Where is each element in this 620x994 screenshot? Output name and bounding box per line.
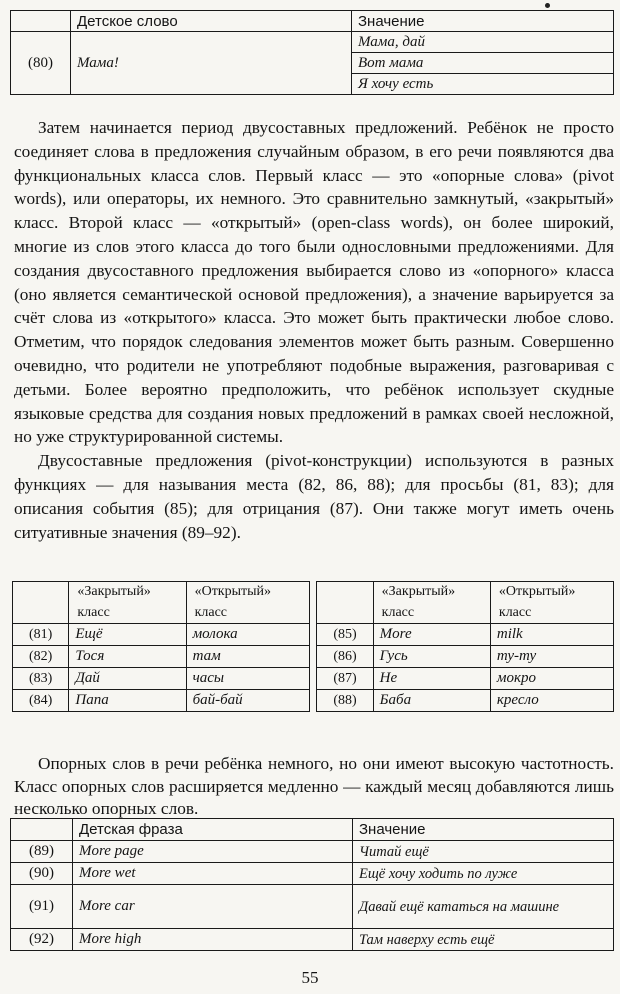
page-number: 55	[301, 968, 319, 987]
table3-header-meaning: Значение	[353, 819, 614, 841]
open-word: milk	[490, 624, 613, 646]
example-number: (92)	[11, 929, 73, 951]
table2-header-empty	[13, 603, 69, 624]
table-word-meanings	[10, 10, 614, 95]
table2-header-open: «Открытый»	[186, 582, 309, 603]
example-number: (90)	[11, 863, 73, 885]
example-number: (81)	[13, 624, 69, 646]
table2-gap	[309, 603, 317, 624]
table1-header-empty	[11, 11, 71, 32]
table3-header-phrase: Детская фраза	[73, 819, 353, 841]
open-word: ту-ту	[490, 646, 613, 668]
print-speck	[545, 3, 550, 8]
closed-word: Гусь	[373, 646, 490, 668]
paragraph: Двусоставные предложения (pivot-конструкции) используются в разных функциях — для называния места (82, 86, 88); для просьбы (81, 83); для описания события (85); для отрицания (87). Они также могут иметь очень ситуативные значения (89–92).	[14, 451, 614, 542]
table1-number: (80)	[11, 32, 71, 95]
closed-word: Тося	[69, 646, 186, 668]
table2-gap	[309, 582, 317, 603]
closed-word: Дай	[69, 668, 186, 690]
table2-gap	[309, 668, 317, 690]
open-word: бай-бай	[186, 690, 309, 712]
table-row	[11, 885, 614, 929]
table2-header-empty	[13, 582, 69, 603]
body-text-1	[14, 116, 614, 544]
open-word: часы	[186, 668, 309, 690]
table2-header-closed: «Закрытый»	[373, 582, 490, 603]
example-number: (87)	[317, 668, 373, 690]
closed-word: Баба	[373, 690, 490, 712]
example-number: (84)	[13, 690, 69, 712]
child-phrase: More car	[73, 885, 353, 929]
open-word: молока	[186, 624, 309, 646]
table2-header-closed-sub: класс	[69, 603, 186, 624]
example-number: (86)	[317, 646, 373, 668]
table-row	[13, 690, 614, 712]
open-word: мокро	[490, 668, 613, 690]
table1-header-word: Детское слово	[71, 11, 352, 32]
table2-gap	[309, 646, 317, 668]
body-text-2	[14, 753, 614, 821]
phrase-meaning: Давай ещё кататься на машине	[353, 885, 614, 929]
table2-header-open-sub: класс	[490, 603, 613, 624]
table-row	[11, 863, 614, 885]
phrase-meaning: Читай ещё	[353, 841, 614, 863]
table2-header-empty	[317, 603, 373, 624]
closed-word: Папа	[69, 690, 186, 712]
child-phrase: More high	[73, 929, 353, 951]
table-row	[13, 624, 614, 646]
example-number: (89)	[11, 841, 73, 863]
table-row	[11, 929, 614, 951]
example-number: (91)	[11, 885, 73, 929]
table2-gap	[309, 624, 317, 646]
table-row	[11, 841, 614, 863]
table1-meaning: Мама, дай	[352, 32, 614, 53]
example-number: (82)	[13, 646, 69, 668]
table2-header-closed: «Закрытый»	[69, 582, 186, 603]
child-phrase: More wet	[73, 863, 353, 885]
table1-header-meaning: Значение	[352, 11, 614, 32]
table1-word: Мама!	[71, 32, 352, 95]
table1-meaning: Вот мама	[352, 53, 614, 74]
example-number: (83)	[13, 668, 69, 690]
child-phrase: More page	[73, 841, 353, 863]
table3-header-empty	[11, 819, 73, 841]
open-word: кресло	[490, 690, 613, 712]
table2-gap	[309, 690, 317, 712]
example-number: (88)	[317, 690, 373, 712]
paragraph: Опорных слов в речи ребёнка немного, но они имеют высокую частотность. Класс опорных слов расширяется медленно — каждый месяц добавляются лишь несколько опорных слов.	[14, 754, 614, 818]
table1-meaning: Я хочу есть	[352, 74, 614, 95]
phrase-meaning: Там наверху есть ещё	[353, 929, 614, 951]
table2-header-open: «Открытый»	[490, 582, 613, 603]
table-phrase-meanings	[10, 818, 614, 951]
open-word: там	[186, 646, 309, 668]
example-number: (85)	[317, 624, 373, 646]
table2-header-closed-sub: класс	[373, 603, 490, 624]
table-row	[13, 668, 614, 690]
closed-word: More	[373, 624, 490, 646]
phrase-meaning: Ещё хочу ходить по луже	[353, 863, 614, 885]
table-row	[13, 646, 614, 668]
table2-header-open-sub: класс	[186, 603, 309, 624]
table-pivot-classes	[12, 581, 614, 712]
closed-word: Ещё	[69, 624, 186, 646]
closed-word: Не	[373, 668, 490, 690]
table2-header-empty	[317, 582, 373, 603]
paragraph: Затем начинается период двусоставных предложений. Ребёнок не просто соединяет слова в предложения случайным образом, в его речи появляются два функциональных класса слов. Первый класс — это «опорные слова» (pivot words), или операторы, их немного. Это сравнительно замкнутый, «закрытый» класс. Второй класс — «открытый» (open-class words), он более широкий, многие из слов этого класса до того были однословными предложениями. Для создания двусоставного предложения выбирается слово из «опорного» класса (оно является семантической основой предложения), а значение варьируется за счёт слова из «открытого» класса. Это может быть практически любое слово. Отметим, что порядок следования элементов может быть разным. Совершенно очевидно, что родители не употребляют подобные выражения, разговаривая с детьми. Более вероятно предположить, что ребёнок использует скудные языковые средства для создания новых предложений в рамках своей несложной, но уже структурированной системы.	[14, 118, 614, 447]
